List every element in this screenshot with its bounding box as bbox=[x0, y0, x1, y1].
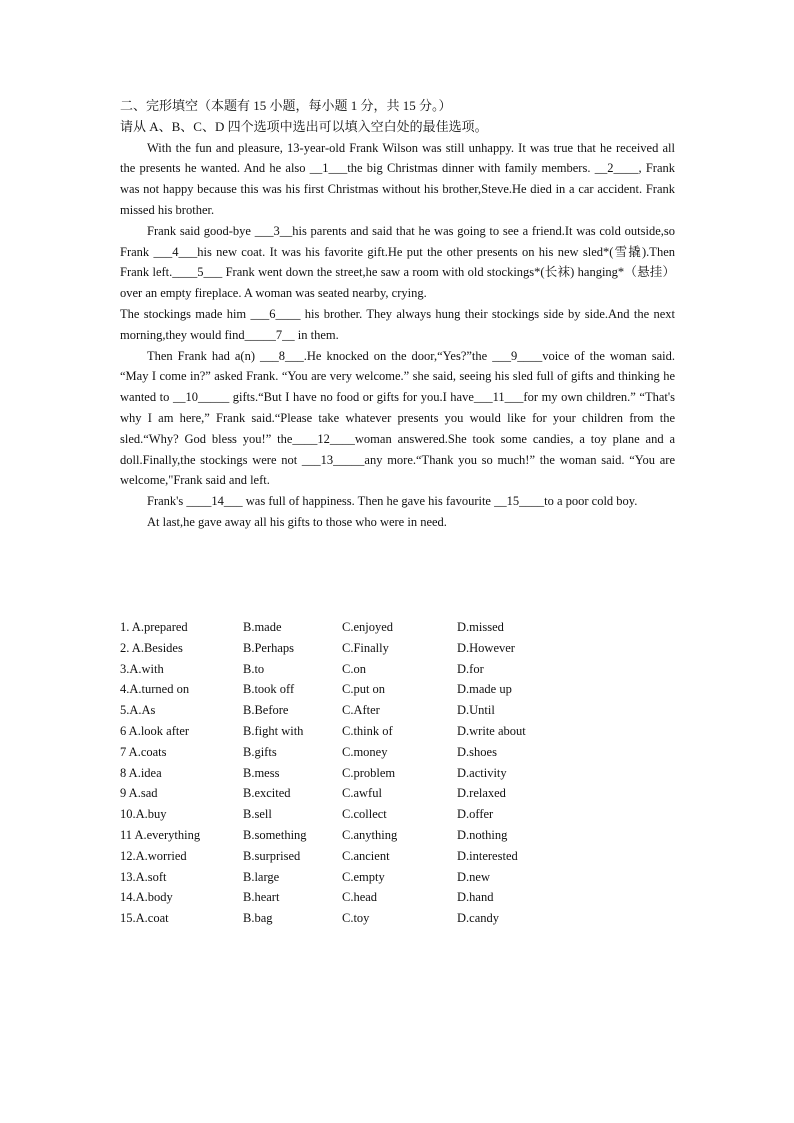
option-row bbox=[120, 804, 590, 825]
option-c: C.anything bbox=[342, 827, 398, 842]
option-b: B.fight with bbox=[243, 723, 304, 738]
option-c: C.ancient bbox=[342, 848, 390, 863]
section-instruction: 请从 A、B、C、D 四个选项中选出可以填入空白处的最佳选项。 bbox=[120, 118, 488, 134]
option-c: C.problem bbox=[342, 765, 396, 780]
option-row bbox=[120, 763, 590, 784]
section-title: 二、完形填空（本题有 15 小题，每小题 1 分，共 15 分。） bbox=[120, 98, 452, 113]
option-d: D.Until bbox=[457, 703, 495, 718]
option-a: 14.A.body bbox=[120, 890, 173, 905]
option-row bbox=[120, 659, 590, 680]
option-b: B.mess bbox=[243, 765, 280, 780]
option-c: C.empty bbox=[342, 869, 385, 884]
option-d: D.for bbox=[457, 661, 484, 676]
option-b: B.large bbox=[243, 869, 280, 884]
option-c: C.awful bbox=[342, 786, 382, 801]
option-a: 3.A.with bbox=[120, 661, 164, 676]
option-d: D.write about bbox=[457, 723, 526, 738]
passage-paragraph: Frank said good-bye ___3__his parents and said that he was going to see a friend.It was cold outside,so Frank ___4___his new coat. It was his favorite gift.He put the other presents on his new sled*(雪撬).Then Frank left.____5___ Frank went down the street,he saw a room with old stockings*(长袜) hanging*（悬挂） over an empty fireplace. A woman was seated nearby, crying. bbox=[120, 223, 675, 301]
option-c: C.Finally bbox=[342, 640, 389, 655]
option-a: 2. A.Besides bbox=[120, 640, 183, 655]
answer-options bbox=[120, 617, 590, 929]
option-a: 12.A.worried bbox=[120, 848, 187, 863]
option-a: 8 A.idea bbox=[120, 765, 162, 780]
option-b: B.made bbox=[243, 620, 282, 634]
option-c: C.enjoyed bbox=[342, 620, 394, 634]
passage-paragraph: Then Frank had a(n) ___8___.He knocked on the door,“Yes?”the ___9____voice of the woman said. “May I come in?” asked Frank. “You are very welcome.” she said, seeing his sled full of gifts and thinking he wanted to __10_____ gifts.“But I have no food or gifts for you.I have___11___for my own children.” “That's why I am here,” Frank said.“Please take whatever presents you would like for your children from the sled.“Why? God bless you!” the____12____woman answered.She took some candies, a toy plane and a doll.Finally,the stockings were not ___13_____any more.“Thank you so much!” the woman said. “You are welcome,"Frank said and left. bbox=[120, 348, 675, 488]
option-b: B.Before bbox=[243, 703, 289, 718]
option-row bbox=[120, 908, 590, 929]
option-row bbox=[120, 721, 590, 742]
option-b: B.bag bbox=[243, 911, 273, 926]
option-c: C.money bbox=[342, 744, 388, 759]
option-c: C.on bbox=[342, 661, 366, 676]
option-a: 11 A.everything bbox=[120, 827, 201, 842]
option-c: C.put on bbox=[342, 682, 386, 697]
option-row bbox=[120, 846, 590, 867]
passage-paragraph: With the fun and pleasure, 13-year-old Frank Wilson was still unhappy. It was true that he received all the presents he wanted. And he also __1___the big Christmas dinner with family members. __2____, Frank was not happy because this was his first Christmas without his brother,Steve.He died in a car accident. Frank missed his brother. bbox=[120, 140, 675, 217]
option-a: 9 A.sad bbox=[120, 786, 158, 801]
option-d: D.hand bbox=[457, 890, 494, 905]
option-c: C.head bbox=[342, 890, 378, 905]
option-d: D.However bbox=[457, 640, 515, 655]
option-c: C.After bbox=[342, 703, 380, 718]
option-row bbox=[120, 887, 590, 908]
option-row bbox=[120, 825, 590, 846]
option-b: B.took off bbox=[243, 682, 295, 697]
option-a: 5.A.As bbox=[120, 703, 156, 718]
passage-paragraph: Frank's ____14___ was full of happiness. Then he gave his favourite __15____to a poor cold boy. bbox=[147, 494, 638, 509]
option-row bbox=[120, 679, 590, 700]
option-d: D.new bbox=[457, 869, 490, 884]
option-c: C.think of bbox=[342, 723, 393, 738]
option-a: 6 A.look after bbox=[120, 723, 190, 738]
option-b: B.sell bbox=[243, 807, 272, 822]
cloze-section bbox=[120, 96, 675, 533]
option-d: D.nothing bbox=[457, 827, 508, 842]
option-d: D.shoes bbox=[457, 744, 497, 759]
option-row bbox=[120, 638, 590, 659]
option-b: B.heart bbox=[243, 890, 280, 905]
option-a: 1. A.prepared bbox=[120, 620, 188, 634]
option-d: D.offer bbox=[457, 807, 494, 822]
option-row bbox=[120, 742, 590, 763]
option-d: D.activity bbox=[457, 765, 507, 780]
option-b: B.something bbox=[243, 827, 307, 842]
option-b: B.Perhaps bbox=[243, 640, 295, 655]
option-a: 10.A.buy bbox=[120, 807, 167, 822]
option-d: D.interested bbox=[457, 848, 518, 863]
option-a: 7 A.coats bbox=[120, 744, 167, 759]
passage-paragraph: At last,he gave away all his gifts to those who were in need. bbox=[147, 514, 447, 529]
option-a: 13.A.soft bbox=[120, 869, 167, 884]
option-b: B.to bbox=[243, 661, 265, 676]
option-d: D.missed bbox=[457, 620, 504, 634]
option-b: B.excited bbox=[243, 786, 291, 801]
option-d: D.relaxed bbox=[457, 786, 506, 801]
option-row bbox=[120, 783, 590, 804]
option-c: C.toy bbox=[342, 911, 370, 926]
option-row bbox=[120, 867, 590, 888]
option-d: D.made up bbox=[457, 682, 512, 697]
option-d: D.candy bbox=[457, 911, 499, 926]
option-row bbox=[120, 700, 590, 721]
option-a: 4.A.turned on bbox=[120, 682, 190, 697]
option-b: B.gifts bbox=[243, 744, 277, 759]
option-b: B.surprised bbox=[243, 848, 301, 863]
option-c: C.collect bbox=[342, 807, 387, 822]
passage-paragraph: The stockings made him ___6____ his brother. They always hung their stockings side by side.And the next morning,they would find_____7__ in them. bbox=[120, 306, 675, 342]
option-row bbox=[120, 617, 590, 638]
option-a: 15.A.coat bbox=[120, 911, 169, 926]
